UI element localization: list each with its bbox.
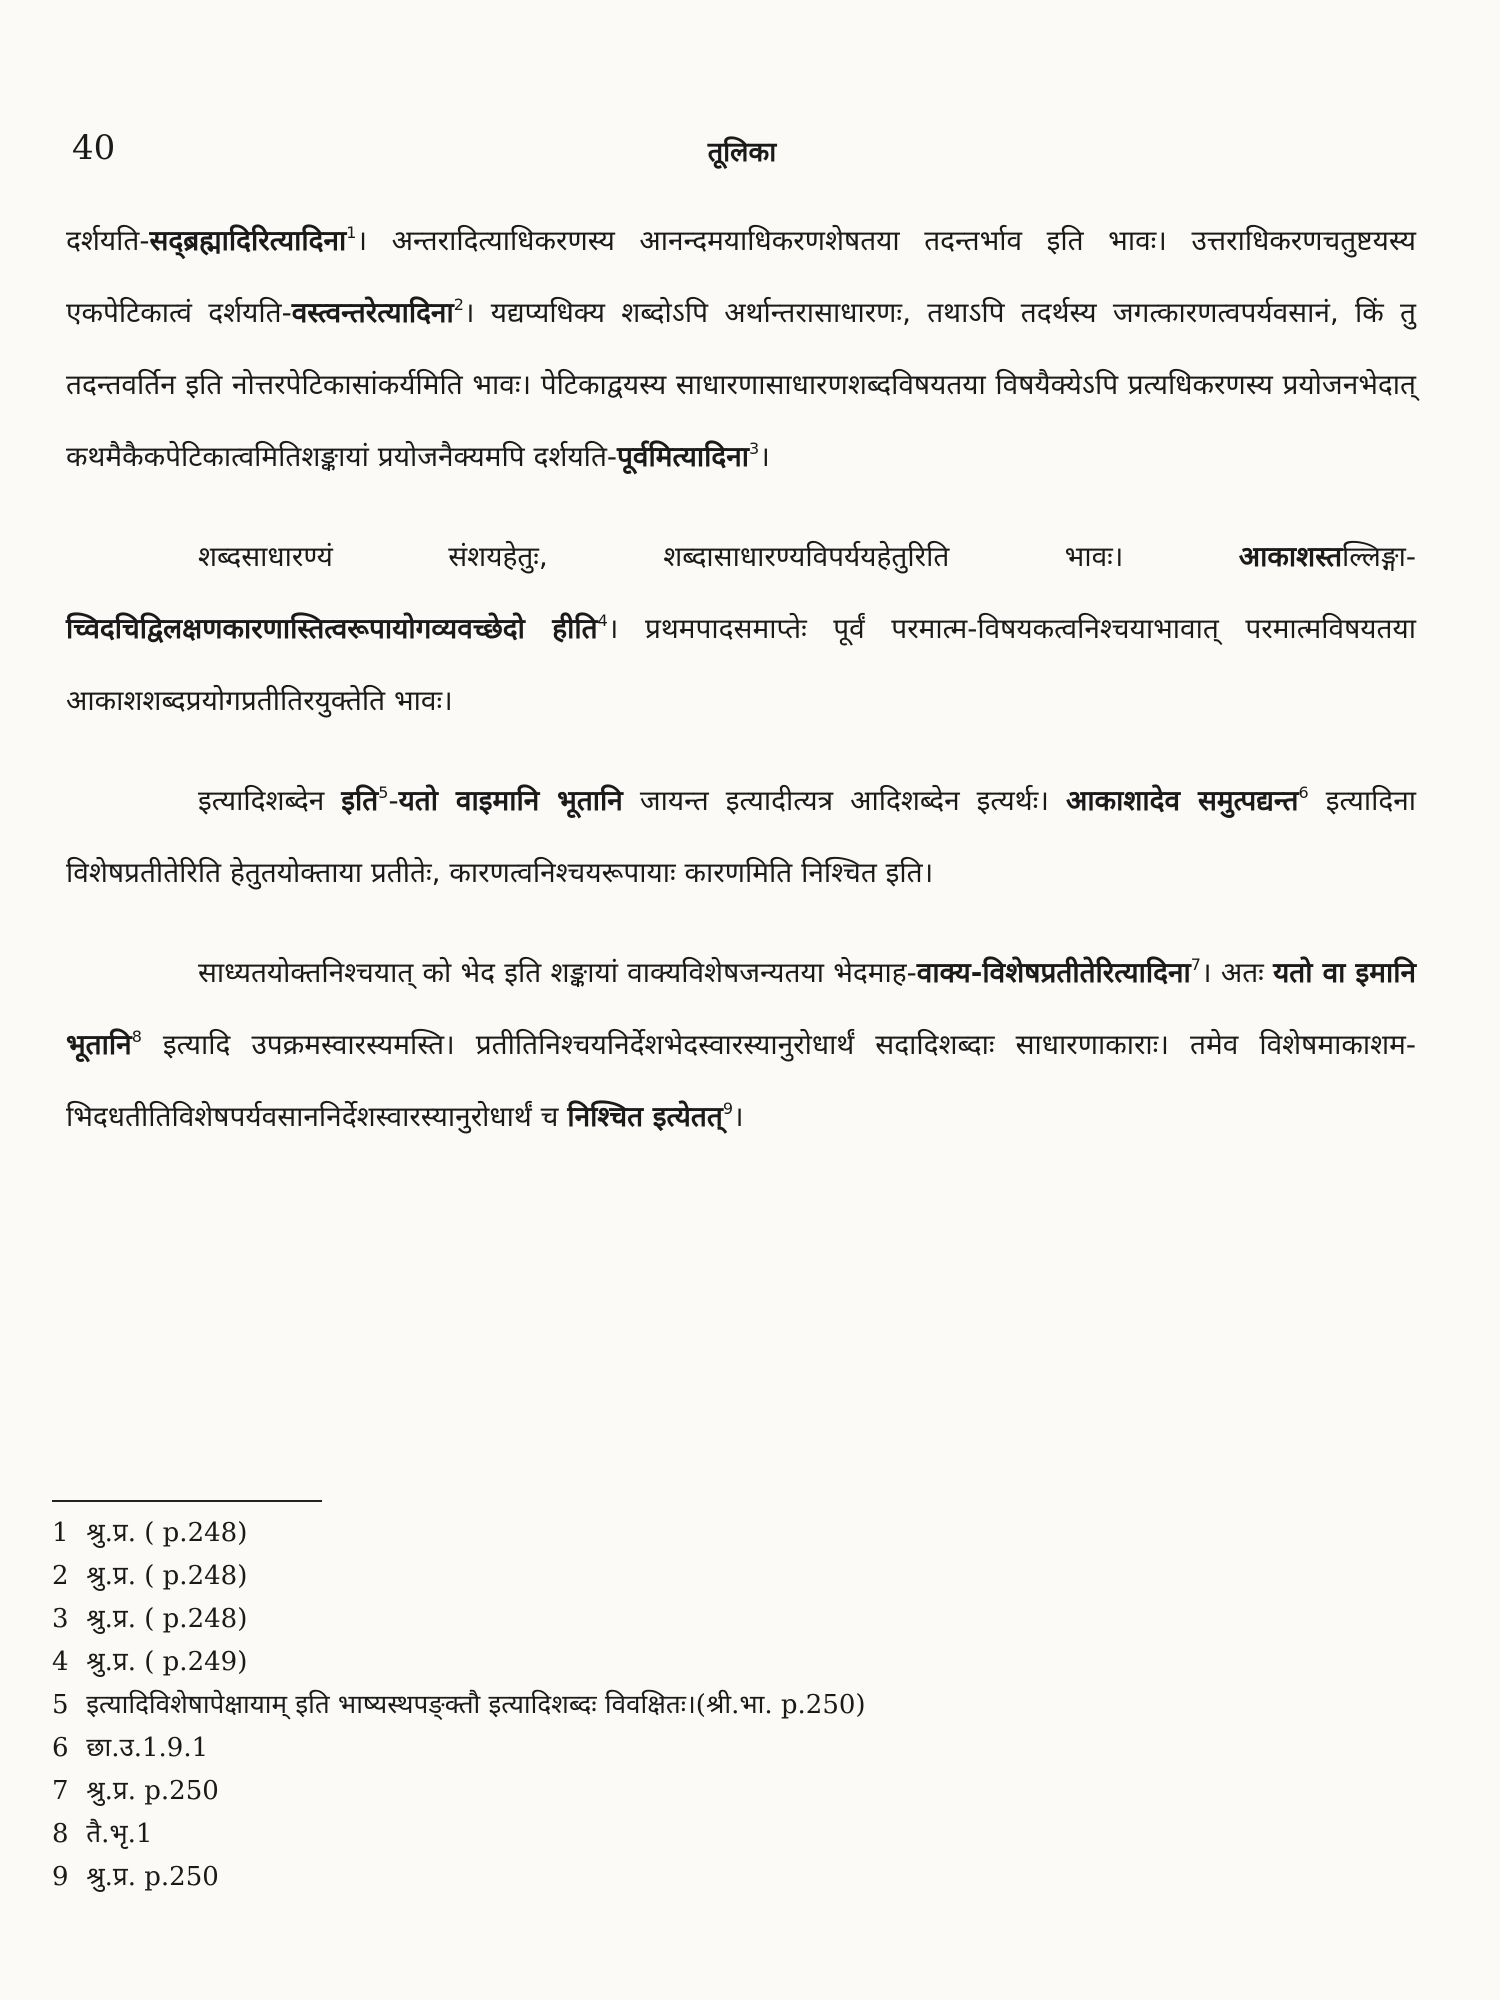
footnote-text: श्रु.प्र. ( p.249) xyxy=(78,1647,248,1677)
bold-phrase: सद्ब्रह्मादिरित्यादिना xyxy=(149,224,347,257)
footnote-number: 3 xyxy=(52,1604,69,1634)
page-number: 40 xyxy=(72,128,116,168)
bold-phrase: आकाशस्त xyxy=(1238,540,1343,573)
footnote xyxy=(52,1555,1352,1598)
footnote-ref: 6 xyxy=(1298,783,1309,802)
text-run: । xyxy=(733,1100,744,1133)
footnote-ref: 2 xyxy=(453,295,464,314)
bold-phrase: निश्चित इत्येतत् xyxy=(567,1100,723,1133)
footnote-number: 6 xyxy=(52,1733,69,1763)
footnote-text: तै.भृ.1 xyxy=(78,1819,153,1849)
paragraph xyxy=(66,205,1416,493)
bold-phrase: यतो वा इमानि भूतानि xyxy=(66,956,1417,1061)
footnote-rule xyxy=(52,1500,322,1502)
running-title: तूलिका xyxy=(707,137,777,168)
footnote-text: श्रु.प्र. ( p.248) xyxy=(78,1604,248,1634)
footnote-ref: 5 xyxy=(378,783,389,802)
bold-phrase: वस्त्वन्तरेत्यादिना xyxy=(291,296,454,329)
footnote-number: 4 xyxy=(52,1647,69,1677)
text-run: । xyxy=(759,440,770,473)
footnote-text: इत्यादिविशेषापेक्षायाम् इति भाष्यस्थपङ्क्तौ इत्यादिशब्दः विवक्षितः।(श्री.भा. p.250) xyxy=(78,1690,866,1720)
text-run: शब्दसाधारण्यं संशयहेतुः, शब्दासाधारण्यविपर्ययहेतुरिति भावः। xyxy=(198,540,1239,573)
footnote-ref: 7 xyxy=(1190,955,1201,974)
text-run: इत्यादि उपक्रमस्वारस्यमस्ति। प्रतीतिनिश्चयनिर्देशभेदस्वारस्यानुरोधार्थं सदादिशब्दाः साधारणाकाराः। तमेव विशेषमाकाशम-भिदधतीतिविशेषपर्यवसाननिर्देशस्वारस्यानुरोधार्थं च xyxy=(66,1028,1416,1133)
paragraph xyxy=(66,937,1416,1153)
text-run: दर्शयति- xyxy=(66,224,150,257)
main-text xyxy=(66,205,1416,1181)
footnote-text: श्रु.प्र. p.250 xyxy=(78,1862,219,1892)
paragraph xyxy=(66,765,1416,909)
text-run: साध्यतयोक्तनिश्चयात् को भेद इति शङ्कायां वाक्यविशेषजन्यतया भेदमाह- xyxy=(198,956,917,989)
footnote-number: 9 xyxy=(52,1862,69,1892)
text-run: । प्रथमपादसमाप्तेः पूर्वं परमात्म-विषयकत्वनिश्चयाभावात् परमात्मविषयतया आकाशशब्दप्रयोगप्रतीतिरयुक्तेति भावः। xyxy=(66,612,1416,717)
footnote xyxy=(52,1727,1352,1770)
footnote xyxy=(52,1856,1352,1899)
text-run: । अतः xyxy=(1200,956,1274,989)
bold-phrase: इति xyxy=(341,784,379,817)
bold-phrase: आकाशादेव समुत्पद्यन्त xyxy=(1065,784,1299,817)
footnote-ref: 3 xyxy=(749,439,760,458)
bold-phrase: यतो वाइमानि भूतानि xyxy=(398,784,623,817)
text-run: जायन्त इत्यादीत्यत्र आदिशब्देन इत्यर्थः। xyxy=(622,784,1066,817)
footnote-number: 8 xyxy=(52,1819,69,1849)
footnote-number: 2 xyxy=(52,1561,69,1591)
footnotes xyxy=(52,1512,1352,1899)
text-run: इत्यादिना विशेषप्रतीतेरिति हेतुतयोक्ताया प्रतीतेः, कारणत्वनिश्चयरूपायाः कारणमिति निश्चित इति। xyxy=(66,784,1416,889)
footnote-text: श्रु.प्र. ( p.248) xyxy=(78,1561,248,1591)
footnote xyxy=(52,1641,1352,1684)
footnote-ref: 4 xyxy=(597,611,608,630)
bold-phrase: च्विदचिद्विलक्षणकारणास्तित्वरूपायोगव्यवच्छेदो हीति xyxy=(66,612,598,645)
text-run: । यद्यप्यधिक्य शब्दोऽपि अर्थान्तरासाधारणः, तथाऽपि तदर्थस्य जगत्कारणत्वपर्यवसानं, किं तु तदन्तवर्तिन इति नोत्तरपेटिकासांकर्यमिति भावः। पेटिकाद्वयस्य साधारणासाधारणशब्दविषयतया विषयैक्येऽपि प्रत्यधिकरणस्य प्रयोजनभेदात् कथमैकैकपेटिकात्वमितिशङ्कायां प्रयोजनैक्यमपि दर्शयति- xyxy=(66,296,1416,473)
text-run: इत्यादिशब्देन xyxy=(198,784,342,817)
bold-phrase: वाक्य-विशेषप्रतीतेरित्यादिना xyxy=(916,956,1191,989)
footnote-number: 5 xyxy=(52,1690,69,1720)
text-run: ल्लिङ्गा- xyxy=(1342,540,1416,573)
footnote xyxy=(52,1512,1352,1555)
page-header xyxy=(72,128,1412,178)
footnote-text: श्रु.प्र. ( p.248) xyxy=(78,1518,248,1548)
footnote-number: 1 xyxy=(52,1518,69,1548)
footnote-ref: 9 xyxy=(722,1099,734,1118)
footnote xyxy=(52,1813,1352,1856)
footnote-number: 7 xyxy=(52,1776,69,1806)
paragraph xyxy=(66,521,1416,737)
footnote-ref: 1 xyxy=(346,223,357,242)
text-run: । अन्तरादित्याधिकरणस्य आनन्दमयाधिकरणशेषतया तदन्तर्भाव इति भावः। उत्तराधिकरणचतुष्टयस्य एकपेटिकात्वं दर्शयति- xyxy=(66,224,1416,329)
bold-phrase: पूर्वमित्यादिना xyxy=(617,440,750,473)
footnote-text: छा.उ.1.9.1 xyxy=(78,1733,209,1763)
footnote-text: श्रु.प्र. p.250 xyxy=(78,1776,219,1806)
footnote xyxy=(52,1770,1352,1813)
footnote xyxy=(52,1598,1352,1641)
text-run: - xyxy=(388,784,399,817)
footnote xyxy=(52,1684,1352,1727)
footnote-ref: 8 xyxy=(131,1027,142,1046)
